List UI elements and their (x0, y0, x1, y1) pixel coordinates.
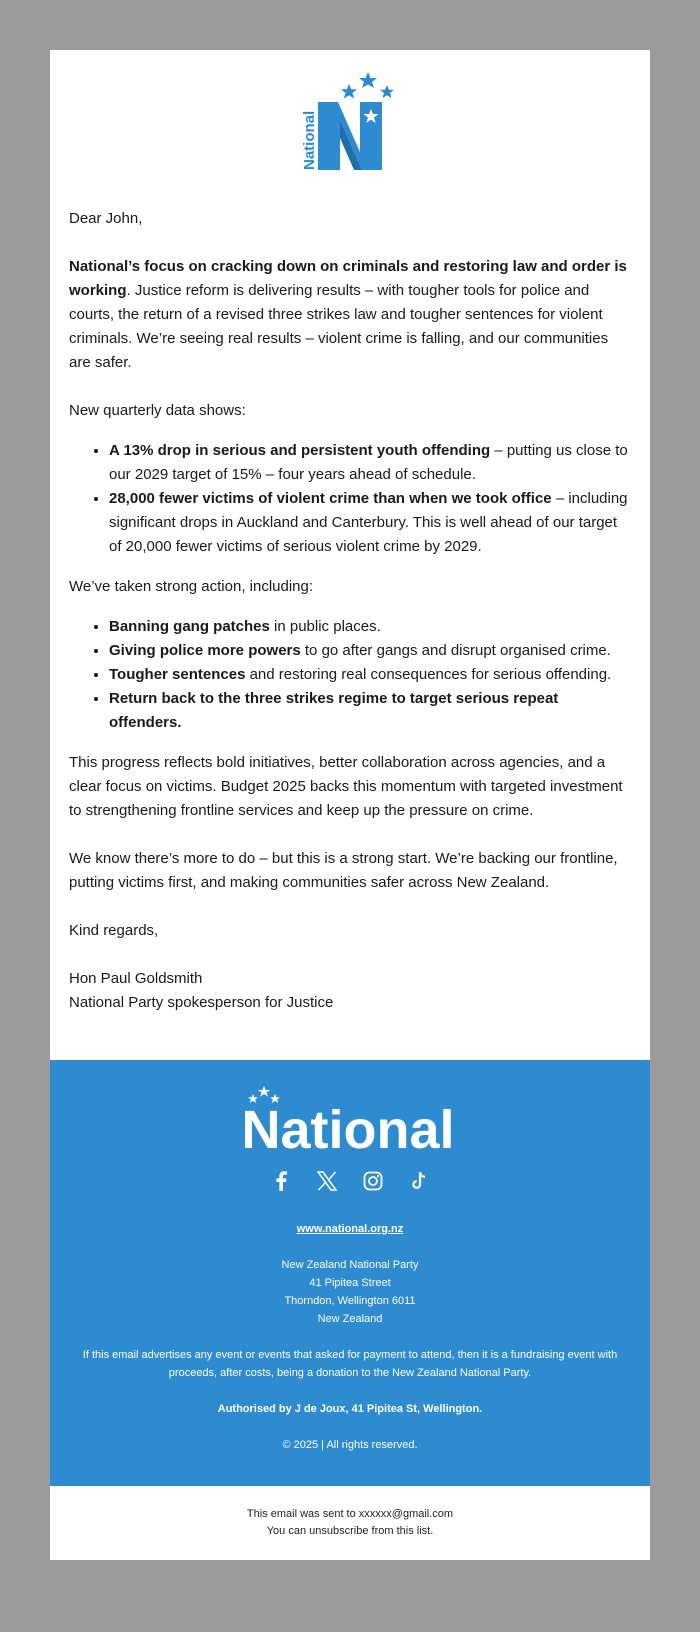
email-body (50, 207, 650, 1015)
unsubscribe-notice[interactable]: You can unsubscribe from this list. (266, 1525, 434, 1537)
tiktok-icon[interactable] (406, 1168, 432, 1194)
address-line: Thorndon, Wellington 6011 (284, 1295, 416, 1307)
national-n-logo-icon (294, 72, 406, 178)
list-item: • Banning gang patches in public places. (109, 615, 631, 639)
intro-paragraph: National’s focus on cracking down on criminals and restoring law and order is working. Justice reform is delivering results – with tougher tools for police and courts, the return of a revised three strikes law and tougher sentences for violent criminals. We’re seeing real results – violent crime is falling, and our communities are safer. (69, 258, 627, 371)
address-line: New Zealand National Party (281, 1259, 419, 1271)
x-icon[interactable] (314, 1168, 340, 1194)
authorisation-statement: Authorised by J de Joux, 41 Pipitea St, Wellington. (217, 1403, 483, 1415)
star-icon (258, 1086, 270, 1097)
email-bottom (50, 1486, 650, 1560)
address-line: 41 Pipitea Street (309, 1277, 391, 1289)
action-heading: We’ve taken strong action, including: (69, 578, 314, 595)
signer-name: Hon Paul Goldsmith (69, 970, 203, 987)
fundraising-note: If this email advertises any event or events that asked for payment to attend, then it is a fundraising event with proceeds, after costs, being a donation to the New Zealand National Party. (82, 1349, 618, 1379)
signer-title: National Party spokesperson for Justice (69, 994, 334, 1011)
website-link[interactable]: www.national.org.nz (296, 1223, 404, 1235)
instagram-icon[interactable] (360, 1168, 386, 1194)
list-item: • Tougher sentences and restoring real consequences for serious offending. (109, 663, 631, 687)
star-icon (359, 72, 377, 88)
data-list (69, 439, 631, 559)
list-item: • A 13% drop in serious and persistent youth offending – putting us close to our 2029 target of 15% – four years ahead of schedule. (109, 439, 631, 487)
sent-to-notice: This email was sent to xxxxxx@gmail.com (246, 1508, 454, 1520)
national-wordmark-icon (220, 1084, 480, 1154)
svg-text:National: National (241, 1100, 455, 1154)
header-logo (50, 50, 650, 207)
greeting: Dear John, (69, 210, 143, 227)
signoff: Kind regards, (69, 922, 159, 939)
address-line: New Zealand (317, 1313, 383, 1325)
list-item: • 28,000 fewer victims of violent crime than when we took office – including significant drops in Auckland and Canterbury. This is well ahead of our target of 20,000 fewer victims of serious violent crime by 2029. (109, 487, 631, 559)
email-card (50, 50, 650, 1560)
action-list (69, 615, 631, 735)
data-heading: New quarterly data shows: (69, 402, 246, 419)
facebook-icon[interactable] (268, 1168, 294, 1194)
star-icon (380, 85, 394, 98)
closing-paragraph: We know there’s more to do – but this is a strong start. We’re backing our frontline, putting victims first, and making communities safer across New Zealand. (69, 850, 618, 891)
footer (50, 1060, 650, 1486)
progress-paragraph: This progress reflects bold initiatives, better collaboration across agencies, and a clear focus on victims. Budget 2025 backs this momentum with targeted investment to strengthening frontline services and keep up the pressure on crime. (69, 754, 623, 819)
copyright: © 2025 | All rights reserved. (282, 1439, 418, 1451)
footer-wordmark (80, 1084, 620, 1154)
list-item: • Giving police more powers to go after gangs and disrupt organised crime. (109, 639, 631, 663)
social-links (80, 1168, 620, 1194)
list-item: • Return back to the three strikes regime to target serious repeat offenders. (109, 687, 631, 735)
postal-address (80, 1256, 620, 1328)
star-icon (341, 84, 357, 99)
svg-text:National: National (301, 110, 318, 170)
